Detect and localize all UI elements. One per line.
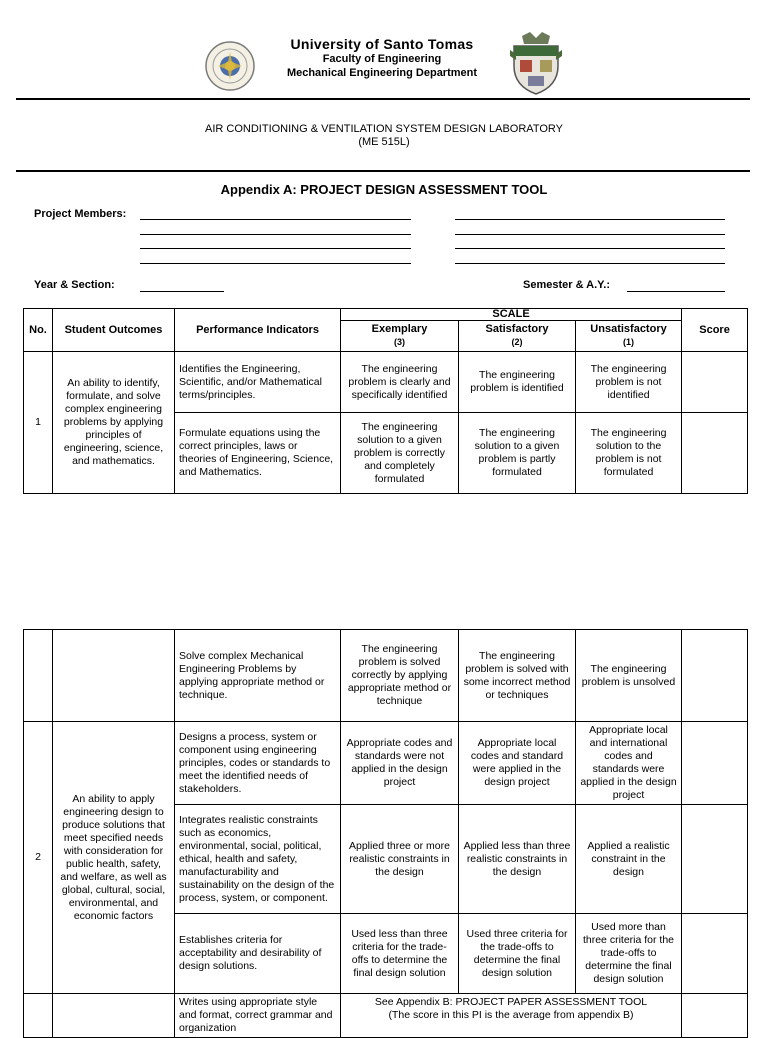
student-outcome-empty [53,630,175,722]
performance-indicator: Solve complex Mechanical Engineering Problems by applying appropriate method or technique. [175,630,341,722]
see-appendix-line-1: See Appendix B: PROJECT PAPER ASSESSMENT TOOL [374,996,648,1008]
appendix-title: Appendix A: PROJECT DESIGN ASSESSMENT TOOL [220,182,548,197]
col-performance-indicators: Performance Indicators [175,309,341,352]
col-unsatisfactory [576,321,682,352]
member-line-8[interactable] [455,263,725,264]
exemplary-cell: The engineering problem is solved correctly by applying appropriate method or technique [341,630,459,722]
year-section-label: Year & Section: [34,279,115,291]
score-cell[interactable] [682,352,748,413]
col-student-outcomes: Student Outcomes [53,309,175,352]
performance-indicator: Establishes criteria for acceptability and desirability of design solutions. [175,914,341,994]
semester-line[interactable] [627,291,725,292]
exemplary-cell: The engineering problem is clearly and specifically identified [341,352,459,413]
satisfactory-cell: Appropriate local codes and standard were applied in the design project [459,722,576,805]
outcome-number-empty [24,630,53,722]
student-outcome: An ability to apply engineering design to produce solutions that meet specified needs with consideration for public health, safety, and welfare, as well as global, cultural, social, environmental, and economic factors [53,722,175,994]
unsatisfactory-cell: The engineering problem is unsolved [576,630,682,722]
col-exemplary [341,321,459,352]
member-line-7[interactable] [455,248,725,249]
unsatisfactory-cell: The engineering solution to the problem is not formulated [576,413,682,494]
see-appendix-line-2: (The score in this PI is the average from appendix B) [388,1009,634,1021]
performance-indicator: Identifies the Engineering, Scientific, and/or Mathematical terms/principles. [175,352,341,413]
header-divider-top [16,98,750,100]
outcome-number: 2 [24,722,53,994]
unsatisfactory-cell: Applied a realistic constraint in the design [576,805,682,914]
member-line-1[interactable] [140,219,411,220]
engineering-crest-logo [508,30,564,96]
member-line-2[interactable] [140,234,411,235]
satisfactory-cell: Applied less than three realistic constraints in the design [459,805,576,914]
satisfactory-label: Satisfactory [485,323,549,335]
student-outcome-empty [53,994,175,1038]
ust-seal-logo [201,40,259,92]
col-no: No. [24,309,53,352]
course-code: (ME 515L) [358,136,410,148]
project-members-label: Project Members: [34,208,127,220]
table-row [24,994,748,1038]
satisfactory-cell: The engineering solution to a given problem is partly formulated [459,413,576,494]
assessment-table-2 [23,629,748,1038]
university-name: University of Santo Tomas [290,36,474,52]
unsatisfactory-cell: Used more than three criteria for the trade-offs to determine the final design solution [576,914,682,994]
assessment-table-1 [23,308,748,494]
exemplary-cell: The engineering solution to a given problem is correctly and completely formulated [341,413,459,494]
score-cell[interactable] [682,413,748,494]
performance-indicator: Designs a process, system or component using engineering principles, codes or standards to meet the identified needs of stakeholders. [175,722,341,805]
satisfactory-points: (2) [511,337,523,347]
satisfactory-cell: Used three criteria for the trade-offs to determine the final design solution [459,914,576,994]
member-line-6[interactable] [455,234,725,235]
outcome-number: 1 [24,352,53,494]
exemplary-cell: Used less than three criteria for the trade-offs to determine the final design solution [341,914,459,994]
member-line-3[interactable] [140,248,411,249]
score-cell[interactable] [682,630,748,722]
col-satisfactory [459,321,576,352]
unsatisfactory-cell: The engineering problem is not identified [576,352,682,413]
performance-indicator: Writes using appropriate style and format, correct grammar and organization [175,994,341,1038]
exemplary-cell: Applied three or more realistic constraints in the design [341,805,459,914]
score-cell[interactable] [682,805,748,914]
exemplary-cell: Appropriate codes and standards were not applied in the design project [341,722,459,805]
unsatisfactory-cell: Appropriate local and international codes and standards were applied in the design project [576,722,682,805]
score-cell[interactable] [682,914,748,994]
header-divider-bottom [16,170,750,172]
unsatisfactory-points: (1) [623,337,635,347]
satisfactory-cell: The engineering problem is identified [459,352,576,413]
table-row [24,722,748,805]
student-outcome: An ability to identify, formulate, and solve complex engineering problems by applying principles of engineering, science, and mathematics. [53,352,175,494]
score-cell[interactable] [682,722,748,805]
year-section-line[interactable] [140,291,224,292]
member-line-4[interactable] [140,263,411,264]
see-appendix-cell [341,994,682,1038]
unsatisfactory-label: Unsatisfactory [590,323,667,335]
performance-indicator: Integrates realistic constraints such as economics, environmental, social, political, ethical, health and safety, manufacturability and sustainability on the design of the process, system, or component. [175,805,341,914]
score-cell[interactable] [682,994,748,1038]
table-row [24,630,748,722]
faculty-name: Faculty of Engineering [322,53,442,65]
col-scale: SCALE [341,309,682,321]
semester-label: Semester & A.Y.: [523,279,611,291]
member-line-5[interactable] [455,219,725,220]
satisfactory-cell: The engineering problem is solved with some incorrect method or techniques [459,630,576,722]
table-row [24,352,748,413]
exemplary-label: Exemplary [371,323,428,335]
performance-indicator: Formulate equations using the correct principles, laws or theories of Engineering, Science, and Mathematics. [175,413,341,494]
department-name: Mechanical Engineering Department [286,67,478,79]
outcome-number-empty [24,994,53,1038]
course-title: AIR CONDITIONING & VENTILATION SYSTEM DESIGN LABORATORY [205,123,563,135]
exemplary-points: (3) [394,337,405,347]
col-score: Score [682,309,748,352]
